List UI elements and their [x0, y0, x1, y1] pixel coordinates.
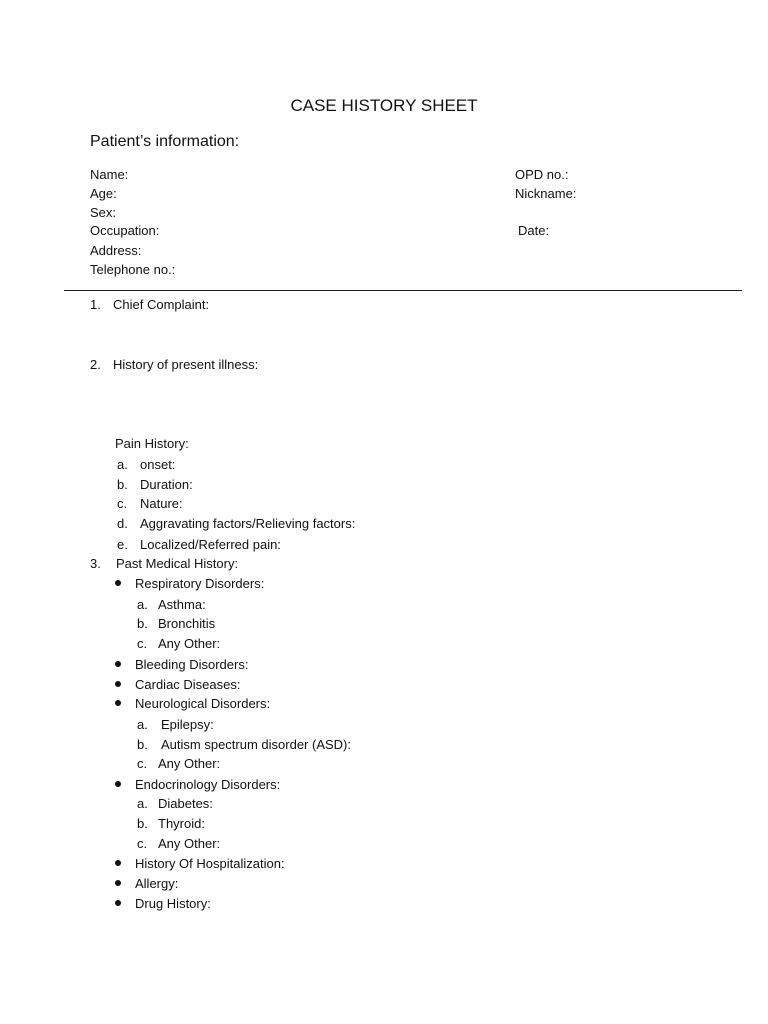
- list-marker: a.: [117, 457, 128, 472]
- bullet-icon: [115, 880, 121, 886]
- field-sex: Sex:: [90, 205, 117, 220]
- pain-onset: onset:: [140, 457, 176, 472]
- bullet-icon: [115, 860, 121, 866]
- field-address: Address:: [90, 243, 142, 258]
- thyroid-label: Thyroid:: [158, 816, 205, 831]
- list-marker: a.: [137, 796, 148, 811]
- section-number: 3.: [90, 556, 101, 571]
- respiratory-other-label: Any Other:: [158, 636, 221, 651]
- bullet-icon: [115, 580, 121, 586]
- endo-other-label: Any Other:: [158, 836, 221, 851]
- page-title: CASE HISTORY SHEET: [290, 96, 478, 115]
- past-medical-history-label: Past Medical History:: [116, 556, 239, 571]
- field-occupation: Occupation:: [90, 223, 160, 238]
- list-marker: d.: [117, 516, 128, 531]
- pain-nature: Nature:: [140, 496, 183, 511]
- list-marker: a.: [137, 717, 148, 732]
- drug-history-label: Drug History:: [135, 896, 211, 911]
- allergy-label: Allergy:: [135, 876, 179, 891]
- list-marker: a.: [137, 597, 148, 612]
- diabetes-label: Diabetes:: [158, 796, 213, 811]
- endocrinology-label: Endocrinology Disorders:: [135, 777, 281, 792]
- chief-complaint-label: Chief Complaint:: [113, 297, 210, 312]
- field-age: Age:: [90, 186, 117, 201]
- field-nickname: Nickname:: [515, 186, 577, 201]
- list-marker: b.: [117, 477, 128, 492]
- list-marker: c.: [137, 756, 148, 771]
- list-marker: b.: [137, 737, 148, 752]
- epilepsy-label: Epilepsy:: [161, 717, 214, 732]
- bleeding-label: Bleeding Disorders:: [135, 657, 249, 672]
- section-number: 1.: [90, 297, 101, 312]
- field-telephone: Telephone no.:: [90, 262, 176, 277]
- list-marker: b.: [137, 816, 148, 831]
- bullet-icon: [115, 900, 121, 906]
- bullet-icon: [115, 681, 121, 687]
- asd-label: Autism spectrum disorder (ASD):: [161, 737, 351, 752]
- list-marker: e.: [117, 537, 128, 552]
- pain-history-heading: Pain History:: [115, 436, 189, 451]
- list-marker: c.: [137, 636, 148, 651]
- present-illness-label: History of present illness:: [113, 357, 259, 372]
- bullet-icon: [115, 700, 121, 706]
- patient-info-heading: Patient’s information:: [90, 133, 240, 150]
- field-opd-no: OPD no.:: [515, 167, 569, 182]
- respiratory-label: Respiratory Disorders:: [135, 576, 265, 591]
- bronchitis-label: Bronchitis: [158, 616, 216, 631]
- divider: [64, 290, 742, 291]
- pain-localized: Localized/Referred pain:: [140, 537, 281, 552]
- list-marker: c.: [137, 836, 148, 851]
- neurological-label: Neurological Disorders:: [135, 696, 271, 711]
- neuro-other-label: Any Other:: [158, 756, 221, 771]
- section-number: 2.: [90, 357, 101, 372]
- list-marker: b.: [137, 616, 148, 631]
- list-marker: c.: [117, 496, 128, 511]
- bullet-icon: [115, 661, 121, 667]
- field-date: Date:: [518, 223, 550, 238]
- bullet-icon: [115, 781, 121, 787]
- cardiac-label: Cardiac Diseases:: [135, 677, 241, 692]
- field-name: Name:: [90, 167, 129, 182]
- hospitalization-label: History Of Hospitalization:: [135, 856, 285, 871]
- pain-factors: Aggravating factors/Relieving factors:: [140, 516, 356, 531]
- pain-duration: Duration:: [140, 477, 193, 492]
- asthma-label: Asthma:: [158, 597, 206, 612]
